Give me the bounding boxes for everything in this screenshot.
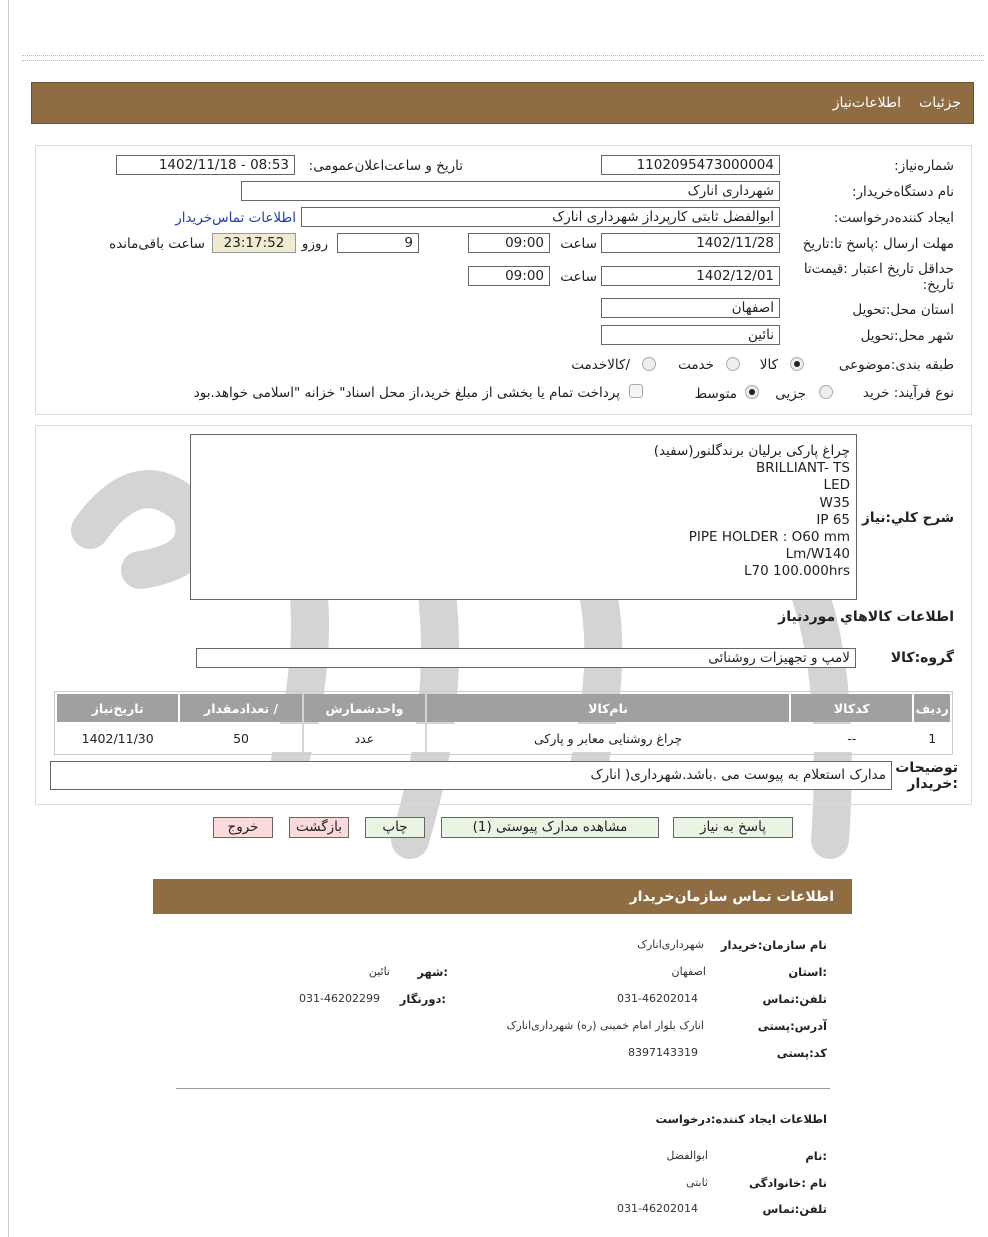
phone-value: 031-46202014 — [617, 992, 698, 1005]
requester-name-label: :نام — [805, 1149, 827, 1163]
col-quantity: / تعدادمقدار — [180, 694, 301, 722]
days-field: 9 — [337, 233, 419, 253]
table-header-row — [57, 694, 950, 722]
process-small-radio[interactable] — [819, 385, 833, 399]
remaining-time-field: 23:17:52 — [212, 233, 296, 253]
province-field: اصفهان — [601, 298, 780, 318]
category-label: طبقه بندی:موضوعی — [838, 357, 954, 373]
remaining-label: ساعت باقی‌مانده — [109, 236, 205, 252]
validity-label: حداقل تاریخ اعتبار :قیمت‌تا تاریخ: — [803, 261, 954, 293]
announce-label: تاریخ و ساعت‌اعلان‌عمومی: — [308, 158, 463, 174]
page-border — [8, 0, 9, 1237]
requester-phone-value: 031-46202014 — [617, 1202, 698, 1215]
process-medium-radio[interactable] — [745, 385, 759, 399]
buyer-contact-link[interactable]: اطلاعات تماس‌خریدار — [175, 210, 296, 226]
city-field: نائین — [601, 325, 780, 345]
org-value: شهرداری‌انارک — [637, 938, 704, 951]
postal-value: 8397143319 — [628, 1046, 698, 1059]
requester-phone-label: تلفن:تماس — [762, 1202, 827, 1216]
requester-name-value: ابوالفضل — [666, 1149, 708, 1162]
category-service-label: خدمت — [678, 357, 714, 373]
city-label: شهر محل:تحویل — [860, 328, 954, 344]
address-label: آدرس:پستی — [757, 1019, 827, 1033]
deadline-time-field: 09:00 — [468, 233, 550, 253]
contact-province-label: :استان — [788, 965, 827, 979]
col-need-date: تاريخ‌نياز — [57, 694, 178, 722]
address-value: انارک بلوار امام خمینی (ره) شهرداری‌انارک — [506, 1019, 704, 1032]
col-unit: واحدشمارش — [304, 694, 425, 722]
process-small-label: جزیی — [775, 386, 806, 402]
print-button[interactable]: چاپ — [365, 817, 425, 838]
goods-section-title: اطلاعات کالاهاي موردنياز — [778, 609, 954, 625]
process-medium-label: متوسط — [694, 386, 737, 402]
category-service-radio[interactable] — [726, 357, 740, 371]
description-line: IP 65 — [816, 511, 850, 528]
days-label: روزو — [301, 236, 328, 252]
requester-title: اطلاعات ایجاد کننده:درخواست — [655, 1112, 827, 1126]
description-line: BRILLIANT- TS — [756, 460, 850, 477]
validity-hour-label: ساعت — [560, 269, 597, 285]
postal-label: کد:پستی — [776, 1046, 827, 1060]
goods-table — [54, 691, 953, 755]
cell-unit: عدد — [304, 724, 425, 752]
need-number-field: 1102095473000004 — [601, 155, 780, 175]
requester-family-label: نام :خانوادگی — [749, 1176, 827, 1190]
col-goods-code: کدکالا — [791, 694, 912, 722]
category-goods-label: کالا — [759, 357, 778, 373]
col-row-number: رديف — [914, 694, 950, 722]
cell-quantity: 50 — [180, 724, 301, 752]
fax-label: :دورنگار — [399, 992, 446, 1006]
phone-label: تلفن:تماس — [762, 992, 827, 1006]
description-line: PIPE HOLDER : O60 mm — [688, 529, 850, 546]
buyer-org-label: نام دستگاه‌خریدار: — [851, 184, 954, 200]
section-divider — [176, 1088, 830, 1089]
org-label: نام سازمان:خریدار — [720, 938, 827, 952]
category-goods-service-label: /کالاخدمت — [571, 357, 630, 373]
treasury-payment-checkbox[interactable] — [629, 384, 643, 398]
contact-header: اطلاعات تماس سازمان‌خریدار — [153, 879, 852, 914]
deadline-hour-label: ساعت — [560, 236, 597, 252]
category-goods-radio[interactable] — [790, 357, 804, 371]
deadline-label: مهلت ارسال :پاسخ تا:تاریخ — [802, 236, 954, 252]
buyer-notes-label: توضیحات :خریدار — [895, 760, 958, 792]
description-box — [190, 434, 857, 600]
tab-details[interactable]: جزئیات — [919, 95, 961, 111]
category-goods-service-radio[interactable] — [642, 357, 656, 371]
contact-city-label: :شهر — [417, 965, 448, 979]
tab-need-info[interactable]: اطلاعات‌نیاز — [832, 95, 902, 111]
cell-row-number: 1 — [914, 724, 950, 752]
validity-time-field: 09:00 — [468, 266, 550, 286]
contact-city-value: نائین — [368, 965, 390, 978]
description-line: L70 100.000hrs — [744, 563, 850, 580]
description-label: شرح کلي:نياز — [862, 510, 954, 526]
page-header — [31, 82, 974, 124]
goods-group-label: گروه:کالا — [890, 650, 954, 666]
view-attachments-button[interactable]: مشاهده مدارک پیوستی (1) — [441, 817, 659, 838]
back-button[interactable]: بازگشت — [289, 817, 349, 838]
goods-group-field: لامپ و تجهیزات روشنائی — [196, 648, 856, 668]
buyer-org-field: شهرداری انارک — [241, 181, 780, 201]
table-row — [57, 724, 950, 752]
validity-date-field: 1402/12/01 — [601, 266, 780, 286]
exit-button[interactable]: خروج — [213, 817, 273, 838]
cell-goods-code: -- — [791, 724, 912, 752]
col-goods-name: نام‌کالا — [427, 694, 789, 722]
buyer-notes-field: مدارک استعلام به پیوست می .باشد.شهرداری( انارک — [50, 761, 892, 790]
description-line: چراغ پارکی برلیان برندگلنور(سفید) — [653, 443, 850, 459]
reply-button[interactable]: پاسخ به نیاز — [673, 817, 793, 838]
description-line: LED — [823, 477, 850, 494]
cell-goods-name: چراغ روشنایی معابر و پارکی — [427, 724, 789, 752]
creator-label: ایجاد کننده‌درخواست: — [833, 210, 954, 226]
process-label: نوع فرآیند: خرید — [862, 385, 954, 401]
requester-family-value: ثابتی — [686, 1176, 708, 1189]
top-divider — [22, 55, 984, 61]
announce-field: 1402/11/18 - 08:53 — [116, 155, 295, 175]
description-line: Lm/W140 — [785, 546, 850, 563]
need-number-label: شماره‌نیاز: — [894, 158, 954, 174]
description-line: W35 — [819, 494, 850, 511]
treasury-payment-note: پرداخت تمام یا بخشی از مبلغ خرید،از محل اسناد" خزانه "اسلامی خواهد.بود — [193, 385, 620, 401]
contact-province-value: اصفهان — [671, 965, 706, 978]
province-label: استان محل:تحویل — [852, 302, 954, 318]
fax-value: 031-46202299 — [299, 992, 380, 1005]
deadline-date-field: 1402/11/28 — [601, 233, 780, 253]
cell-need-date: 1402/11/30 — [57, 724, 178, 752]
creator-field: ابوالفضل ثابتی کارپرداز شهرداری انارک — [301, 207, 780, 227]
